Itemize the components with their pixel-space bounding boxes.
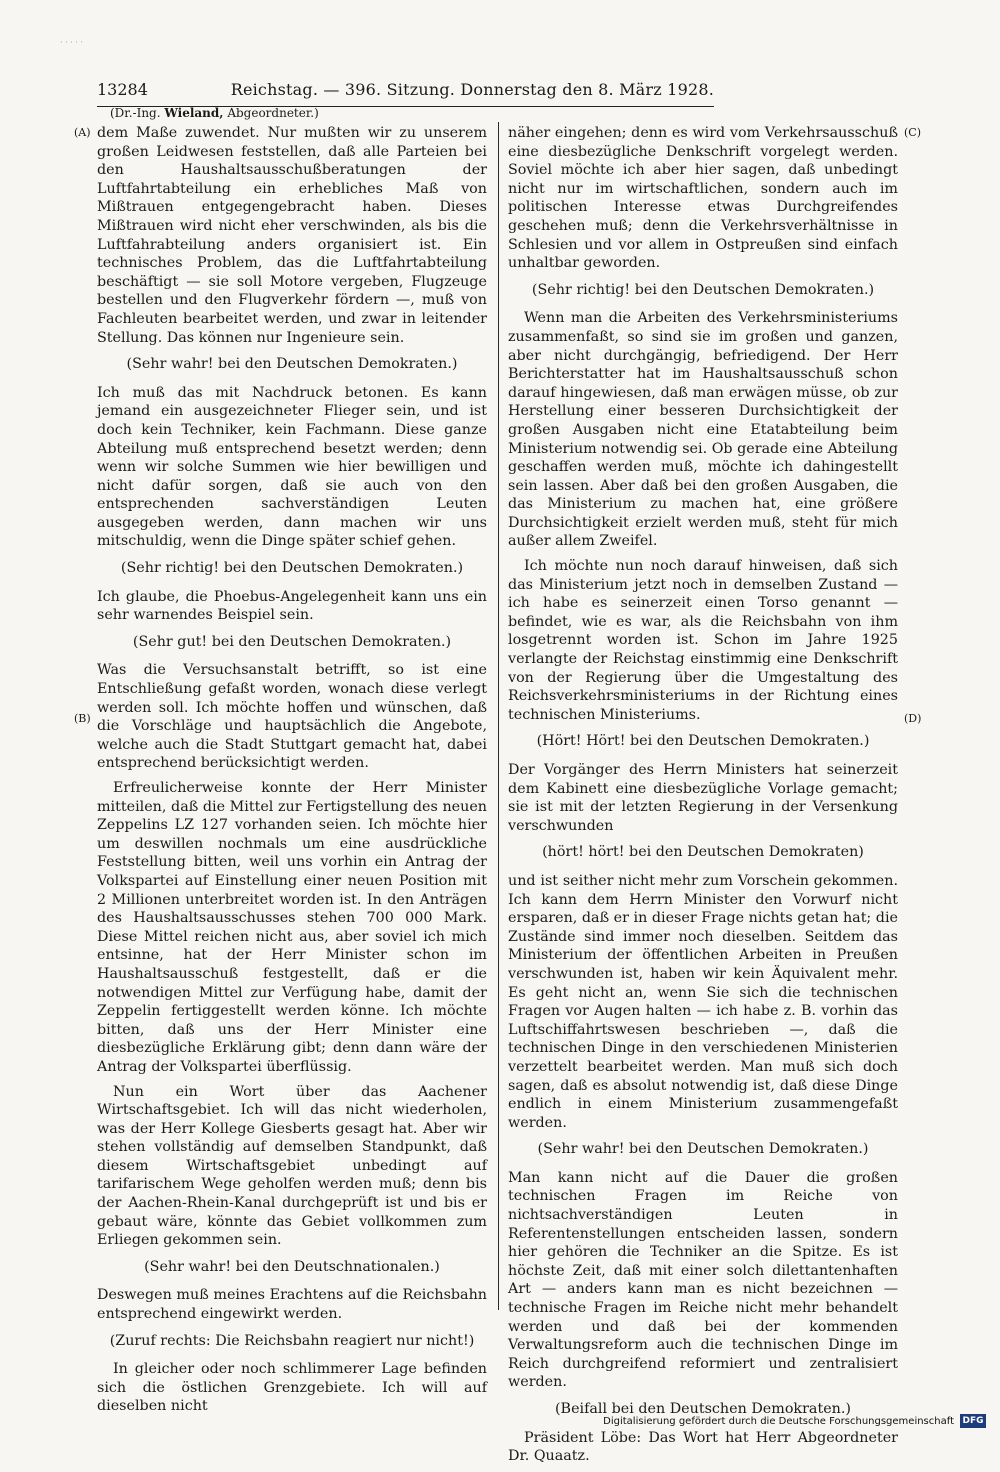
margin-mark-a: (A) xyxy=(74,126,91,139)
speaker-name: Wieland, xyxy=(164,106,224,120)
paragraph: Deswegen muß meines Erachtens auf die Reichsbahn entsprechend eingewirkt werden. xyxy=(97,1287,487,1323)
interjection: (Sehr wahr! bei den Deutschen Demokraten.) xyxy=(537,1141,869,1158)
paragraph: näher eingehen; denn es wird vom Verkehrsausschuß eine diesbezügliche Denkschrift vorgelegt werden. Soviel möchte ich aber hier sagen, daß unbedingt nicht nur im wirtschaftlichen, sondern auch im politischen Interesse etwas Durchgreifendes geschehen muß; denn die Verkehrsverhältnisse in Schlesien und vor allem in Ostpreußen sind einfach unhaltbar geworden. xyxy=(508,125,898,272)
margin-mark-d: (D) xyxy=(904,712,922,725)
interjection: (Sehr richtig! bei den Deutschen Demokraten.) xyxy=(531,281,875,298)
footer xyxy=(603,1414,986,1428)
paragraph: Ich möchte nun noch darauf hinweisen, daß sich das Ministerium jetzt noch in demselben Zustand — ich habe es seinerzeit einen Torso genannt — befindet, wie es war, als die Reichsbahn von ihm losgetrennt worden ist. Schon im Jahre 1925 verlangte der Reichstag einstimmig eine Denkschrift von der Regierung über die Umgestaltung des Reichsverkehrsministeriums in der Richtung eines technischen Ministeriums. xyxy=(508,558,898,723)
interjection: (Beifall bei den Deutschen Demokraten.) xyxy=(554,1401,851,1417)
right-column xyxy=(508,124,898,1472)
page-header xyxy=(97,80,714,107)
paragraph: und ist seither nicht mehr zum Vorschein gekommen. Ich kann dem Herrn Minister den Vorwurf nicht ersparen, daß er in dieser Frage nichts getan hat; die Zustände sind immer noch dieselben. Seitdem das Ministerium der öffentlichen Arbeiten in Preußen verschwunden ist, haben wir kein Äquivalent mehr. Es geht nicht an, wenn Sie sich die technischen Fragen vor Augen halten — ich habe z. B. vorhin das Luftschiffahrtswesen beschrieben —, daß die technischen Dinge in den verschiedenen Ministerien verzettelt bearbeitet werden. Man muß sich doch sagen, daß es absolut notwendig ist, daß diese Dinge endlich in einem Ministerium zusammengefaßt werden. xyxy=(508,872,898,1131)
interjection: (Hört! Hört! bei den Deutschen Demokraten.) xyxy=(536,733,870,750)
page-number: 13284 xyxy=(97,80,148,99)
interjection: (hört! hört! bei den Deutschen Demokraten) xyxy=(542,844,864,861)
interjection: (Zuruf rechts: Die Reichsbahn reagiert nur nicht!) xyxy=(109,1332,475,1349)
column-divider xyxy=(498,122,499,1310)
interjection: (Sehr wahr! bei den Deutschen Demokraten.) xyxy=(126,356,458,373)
interjection: (Sehr wahr! bei den Deutschnationalen.) xyxy=(144,1258,440,1275)
paragraph: Ich glaube, die Phoebus-Angelegenheit kann uns ein sehr warnendes Beispiel sein. xyxy=(97,588,487,624)
interjection: (Sehr gut! bei den Deutschen Demokraten.) xyxy=(132,633,452,650)
speaker-line xyxy=(110,106,319,120)
margin-mark-b: (B) xyxy=(74,712,91,725)
paragraph: dem Maße zuwendet. Nur mußten wir zu unserem großen Leidwesen feststellen, daß alle Parteien bei den Haushaltsausschußberatungen der Luftfahrtabteilung ein erhebliches Maß von Mißtrauen entgegengebracht haben. Dieses Mißtrauen wird nicht eher verschwinden, als bis die Luftfahrabteilung anders organisiert ist. Ein technisches Problem, das die Luftfahrtabteilung beschäftigt — sie soll Motore vergeben, Flugzeuge bestellen und den Flugverkehr fördern —, muß von Fachleuten bearbeitet werden, und zwar in leitender Stellung. Das können nur Ingenieure sein. xyxy=(97,125,487,346)
speaker-prefix: (Dr.-Ing. xyxy=(110,106,161,120)
dfg-logo: DFG xyxy=(960,1414,986,1428)
header-title: Reichstag. — 396. Sitzung. Donnerstag den 8. März 1928. xyxy=(230,80,714,99)
paragraph: Erfreulicherweise konnte der Herr Minister mitteilen, daß die Mittel zur Fertigstellung des neuen Zeppelins LZ 127 vorhanden seien. Ich möchte hier um deswillen nochmals um eine ausdrückliche Feststellung bitten, weil uns vorhin ein Antrag der Volkspartei auf Einstellung einer neuen Position mit 2 Millionen unterbreitet worden ist. In den Anträgen des Haushaltsausschusses stehen 700 000 Mark. Diese Mittel reichen nicht aus, aber soviel ich mich entsinne, hat der Herr Minister schon im Haushaltsausschuß festgestellt, daß er die notwendigen Mittel zur Verfügung habe, damit der Zeppelin fertiggestellt werden könne. Ich möchte bitten, daß uns der Herr Minister eine diesbezügliche Erklärung gibt; denn dann wäre der Antrag der Volkspartei überflüssig. xyxy=(97,780,487,1075)
footer-credit: Digitalisierung gefördert durch die Deutsche Forschungsgemeinschaft xyxy=(603,1415,954,1427)
paragraph: Wenn man die Arbeiten des Verkehrsministeriums zusammenfaßt, so sind sie im großen und ganzen, aber nicht durchgängig, befriedigend. Der Herr Berichterstatter hat im Haushaltsausschuß schon darauf hingewiesen, daß man erwägen müsse, ob zur Herstellung einer besseren Durchsichtigkeit der großen Ausgaben nicht eine Etatabteilung beim Ministerium notwendig sei. Ob gerade eine Abteilung geschaffen werden muß, möchte ich dahingestellt sein lassen. Aber daß bei den großen Ausgaben, die das Ministerium zu machen hat, eine größere Durchsichtigkeit erzielt werden muß, steht für mich außer allem Zweifel. xyxy=(508,310,898,550)
paragraph: Präsident Löbe: Das Wort hat Herr Abgeordneter Dr. Quaatz. xyxy=(508,1429,898,1465)
paragraph: In gleicher oder noch schlimmerer Lage befinden sich die östlichen Grenzgebiete. Ich will auf dieselben nicht xyxy=(97,1361,487,1415)
scan-artifact: · · · · · xyxy=(60,38,83,47)
paragraph: Der Vorgänger des Herrn Ministers hat seinerzeit dem Kabinett eine diesbezügliche Vorlage gemacht; sie ist mit der letzten Regierung in der Versenkung verschwunden xyxy=(508,762,898,834)
margin-mark-c: (C) xyxy=(904,126,921,139)
paragraph: Nun ein Wort über das Aachener Wirtschaftsgebiet. Ich will das nicht wiederholen, was der Herr Kollege Giesberts gesagt hat. Aber wir stehen vollständig auf demselben Standpunkt, daß diesem Wirtschaftsgebiet unbedingt auf tarifarischem Wege geholfen werden muß; denn bis der Aachen-Rhein-Kanal durchgeprüft ist und bis er gebaut wäre, könnte das Gebiet vollkommen zum Erliegen gekommen sein. xyxy=(97,1083,487,1249)
paragraph: Man kann nicht auf die Dauer die großen technischen Fragen im Reiche von nichtsachverständigen Leuten in Referentenstellungen entscheiden lassen, sondern hier gehören die Techniker an die Spitze. Es ist höchste Zeit, daß mit einer solch dilettantenhaften Art — anders kann man es nicht bezeichnen — technische Fragen im Reiche nicht mehr behandelt werden und daß bei der kommenden Verwaltungsreform auch die technischen Dinge im Reich durchgreifend reformiert und zentralisiert werden. xyxy=(508,1169,898,1391)
interjection: (Sehr richtig! bei den Deutschen Demokraten.) xyxy=(120,560,464,577)
paragraph: Ich muß das mit Nachdruck betonen. Es kann jemand ein ausgezeichneter Flieger sein, und ist doch kein Techniker, kein Fachmann. Diese ganze Abteilung muß entsprechend besetzt werden; denn wenn wir solche Summen wie hier bewilligen und nicht dafür sorgen, daß sie auch von den entsprechenden sachverständigen Leuten ausgegeben werden, dann machen wir uns mitschuldig, wenn die Dinge später schief gehen. xyxy=(97,384,487,550)
paragraph: Was die Versuchsanstalt betrifft, so ist eine Entschließung gefaßt worden, wonach diese verlegt werden soll. Ich möchte hoffen und wünschen, daß die Vorschläge und hauptsächlich die Angebote, welche auch die Stadt Stuttgart gemacht hat, dabei entsprechend berücksichtigt werden. xyxy=(97,662,487,772)
speaker-role: Abgeordneter.) xyxy=(227,106,319,120)
left-column xyxy=(97,124,487,1422)
